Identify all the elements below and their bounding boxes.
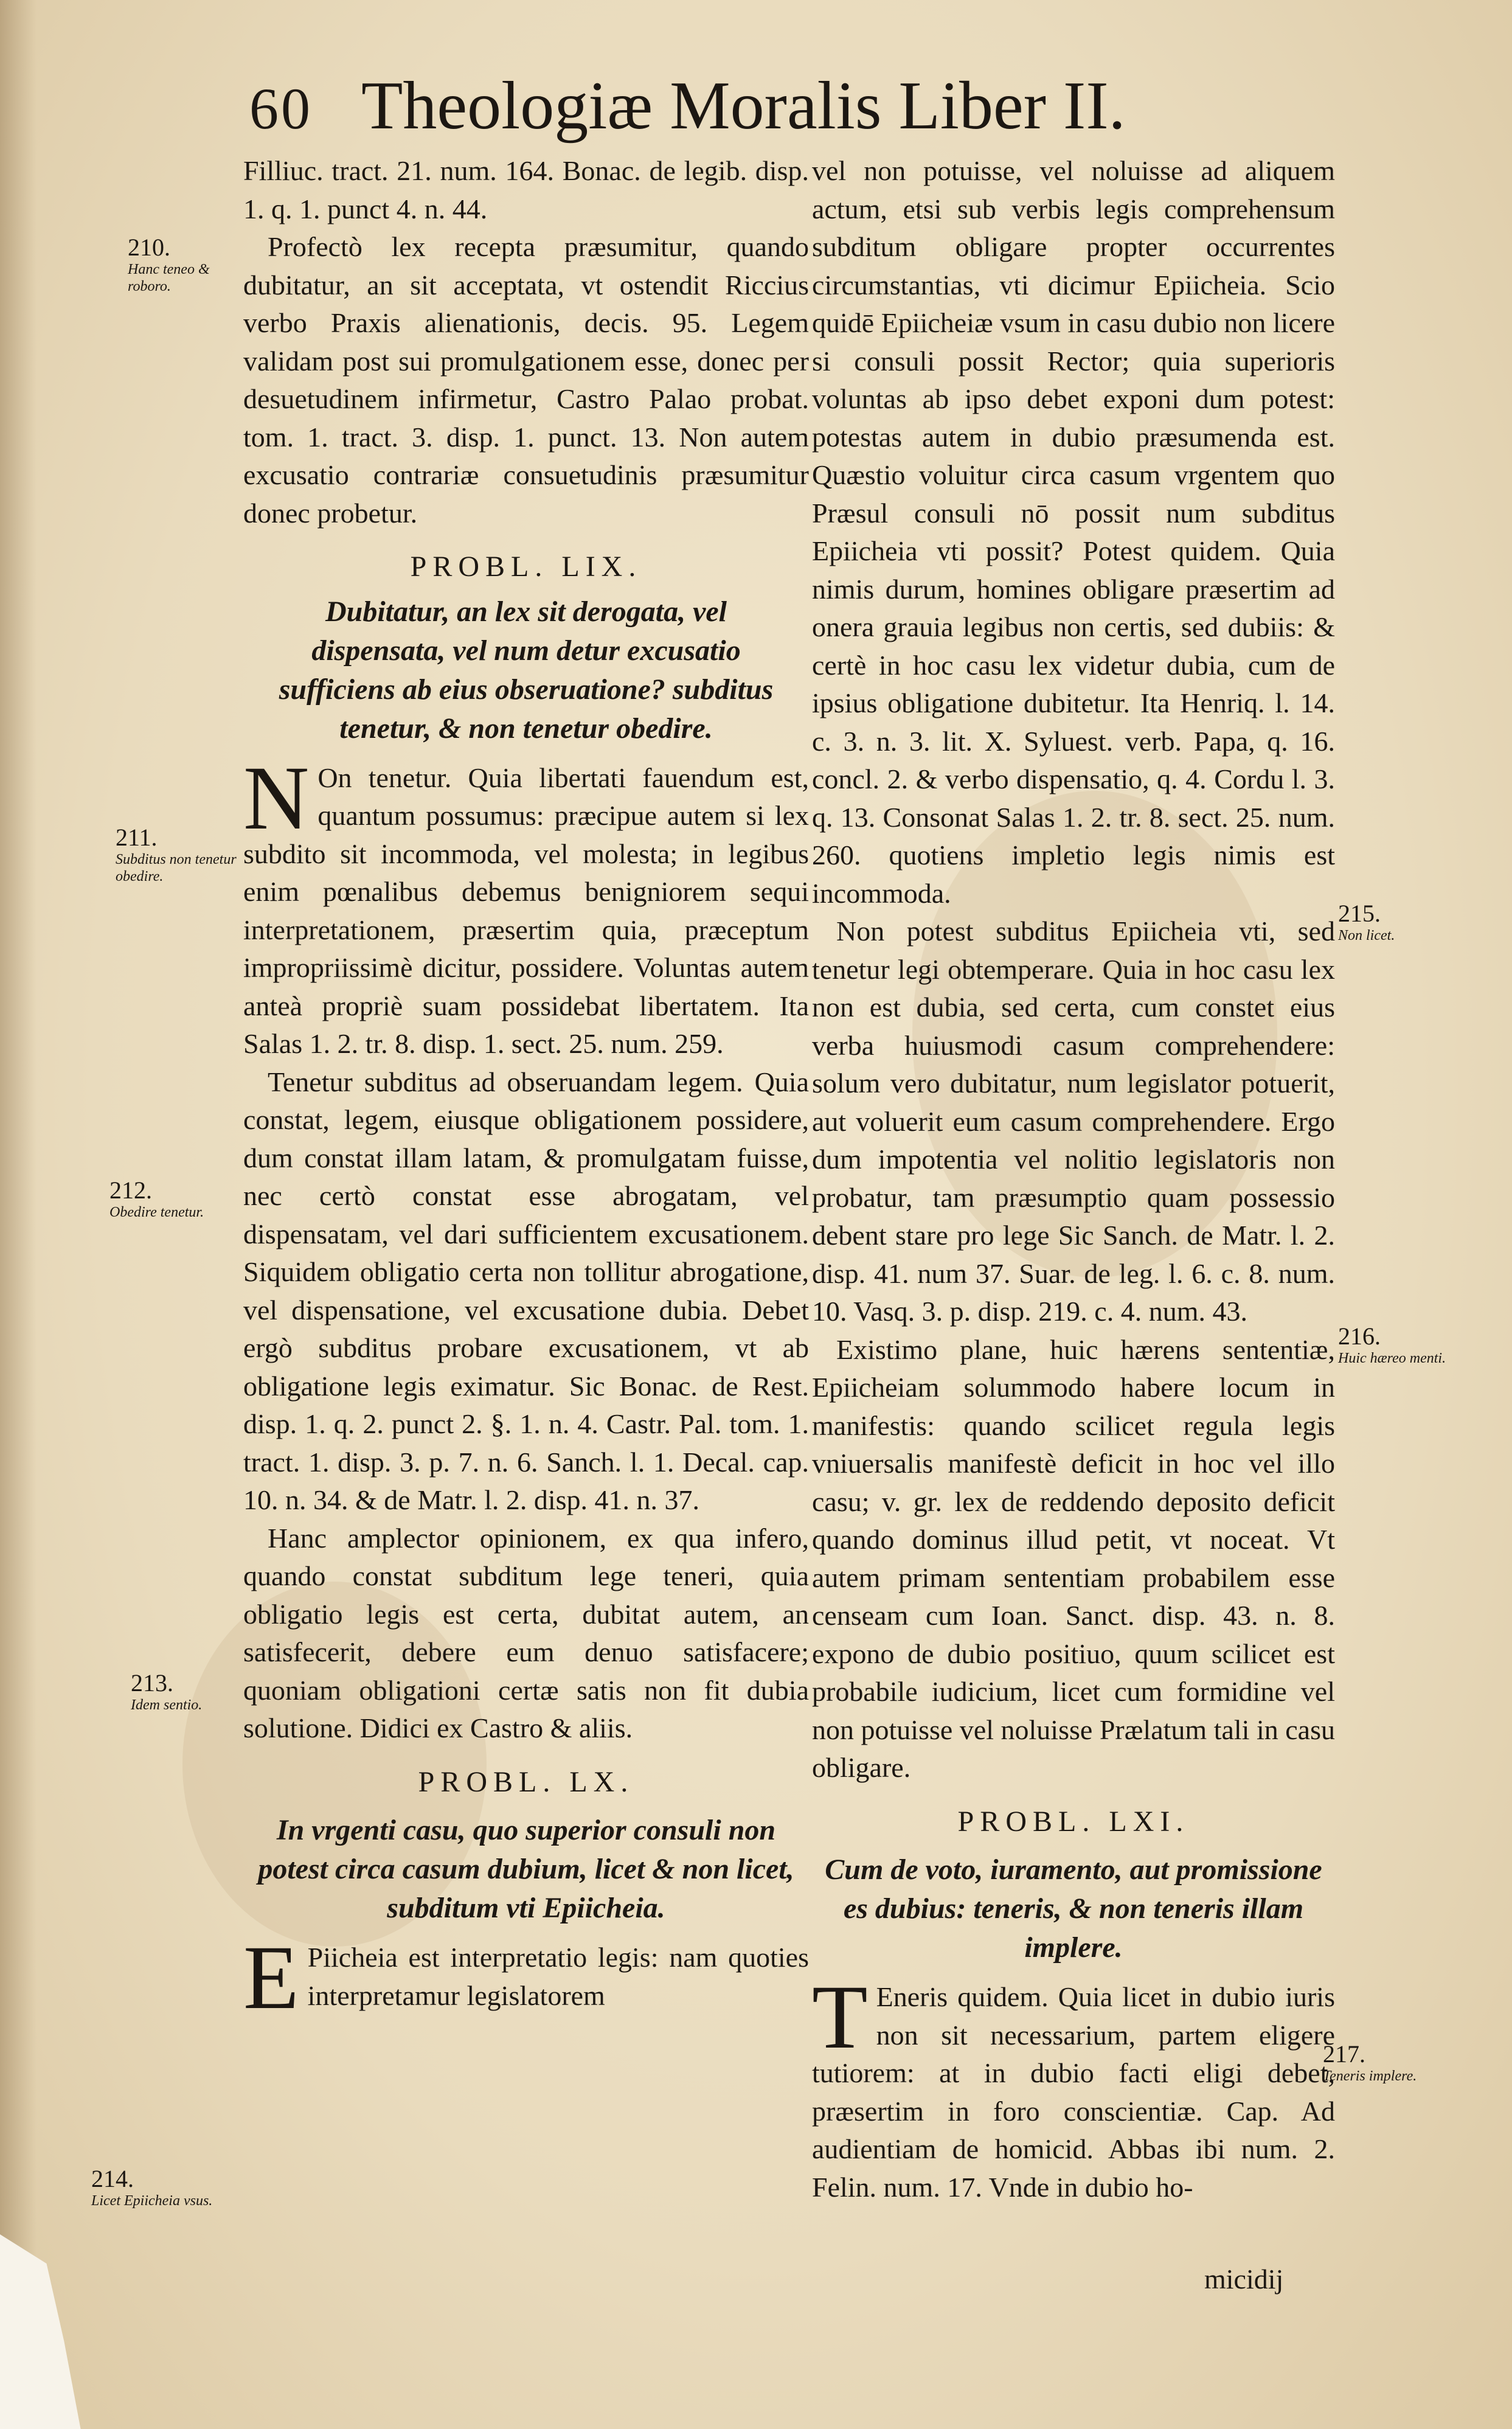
margin-note-text: Obedire tenetur.	[109, 1204, 204, 1220]
question-lxi: Cum de voto, iuramento, aut promissione es dubius: teneris, & non teneris illam implere.	[825, 1854, 1322, 1964]
problem-heading-lxi: PROBL. LXI.	[957, 1805, 1190, 1838]
margin-note-214	[91, 2166, 213, 2209]
paragraph-217	[812, 1967, 1335, 2206]
drop-cap: T	[812, 1967, 868, 2068]
paragraph-211-text: On tenetur. Quia libertati fauendum est, quantum possumus: præcipue autem si lex subdito sit incommoda, vel molesta; in legibus enim pœnalibus debemus benigniorem sequi interpretationem, præsertim quia, præceptum impropriissimè dicitur, possidere. Voluntas autem anteà propriè suam possidebat libertatem. Ita Salas 1. 2. tr. 8. disp. 1. sect. 25. num. 259.	[243, 762, 809, 1059]
paragraph-217-text: Eneris quidem. Quia licet in dubio iuris non sit necessarium, partem eligere tutiorem: at in dubio facti eligi debet, præsertim in foro conscientiæ. Cap. Ad audientiam de homicid. Abbas ibi num. 2. Felin. num. 17. Vnde in dubio ho-	[812, 1981, 1335, 2203]
paragraph-citation: Filliuc. tract. 21. num. 164. Bonac. de legib. disp. 1. q. 1. punct 4. n. 44.	[243, 155, 809, 224]
page-number: 60	[249, 76, 313, 141]
margin-number: 214.	[91, 2165, 134, 2192]
drop-cap: N	[243, 747, 310, 849]
margin-note-210	[128, 234, 237, 295]
paragraph-212: Tenetur subditus ad obseruandam legem. Quia constat, legem, eiusque obligationem possidere, dum constat illam latam, & promulgatam fuisse, nec certò constat esse abrogatam, vel dispensatam, vel dari sufficientem excusationem. Siquidem obligatio certa non tollitur abrogatione, vel dispensatione, vel excusatione dubia. Debet ergò subditus probare excusationem, vt ab obligatione legis eximatur. Sic Bonac. de Rest. disp. 1. q. 2. punct 2. §. 1. n. 4. Castr. Pal. tom. 1. tract. 1. disp. 3. p. 7. n. 6. Sanch. l. 1. Decal. cap. 10. n. 34. & de Matr. l. 2. disp. 41. n. 37.	[243, 1066, 809, 1515]
drop-cap: E	[243, 1927, 299, 2028]
paragraph-215: Non potest subditus Epiicheia vti, sed tenetur legi obtemperare. Quia in hoc casu lex non est dubia, sed certa, cum constet eius verba huiusmodi casum comprehendere: solum vero dubitatur, num legislator potuerit, aut voluerit eum casum comprehendere. Ergo dum impotentia vel nolitio legislatoris non probatur, tam præsumptio quam possessio debent stare pro lege Sic Sanch. de Matr. l. 2. disp. 41. num 37. Suar. de leg. l. 6. c. 8. num. 10. Vasq. 3. p. disp. 219. c. 4. num. 43.	[812, 916, 1335, 1327]
margin-number: 217.	[1323, 2040, 1365, 2068]
margin-note-text: Huic hæreo menti.	[1338, 1350, 1446, 1366]
margin-note-216	[1338, 1323, 1484, 1367]
margin-note-text: Non licet.	[1338, 928, 1395, 943]
running-title: Theologiæ Moralis Liber II.	[361, 68, 1126, 144]
paragraph-211	[243, 747, 809, 1063]
margin-number: 216.	[1338, 1322, 1381, 1350]
margin-note-text: Subditus non tenetur obedire.	[116, 852, 237, 884]
margin-note-215	[1338, 900, 1484, 944]
torn-corner	[0, 2234, 103, 2429]
paragraph-210: Profectò lex recepta præsumitur, quando dubitatur, an sit acceptata, vt ostendit Riccius verbo Praxis alienationis, decis. 95. Legem validam post sui promulgationem esse, donec per desuetudinem infirmetur, Castro Palao probat. tom. 1. tract. 3. disp. 1. punct. 13. Non autem excusatio contrariæ consuetudinis præsumitur donec probetur.	[243, 231, 809, 529]
margin-number: 212.	[109, 1176, 152, 1204]
margin-note-text: Teneris implere.	[1323, 2068, 1417, 2084]
running-head	[249, 67, 1222, 158]
margin-number: 211.	[116, 824, 158, 851]
catchword: micidij	[1204, 2264, 1284, 2295]
margin-note-213	[131, 1670, 237, 1714]
margin-note-text: Hanc teneo & roboro.	[128, 262, 210, 294]
margin-number: 215.	[1338, 900, 1381, 927]
left-column	[243, 152, 809, 2028]
question-lx: In vrgenti casu, quo superior consuli non potest circa casum dubium, licet & non licet, subditum vti Epiicheia.	[258, 1814, 794, 1924]
margin-note-text: Idem sentio.	[131, 1697, 203, 1713]
margin-note-211	[116, 824, 237, 885]
margin-number: 213.	[131, 1669, 173, 1697]
question-lix: Dubitatur, an lex sit derogata, vel dispensata, vel num detur excusatio sufficiens ab eius obseruatione? subditus tenetur, & non tenetur obedire.	[279, 595, 774, 745]
margin-note-217	[1323, 2041, 1487, 2085]
binding-shadow	[0, 0, 36, 2429]
margin-number: 210.	[128, 234, 170, 261]
paragraph-continued: vel non potuisse, vel noluisse ad aliquem actum, etsi sub verbis legis comprehensum subditum obligare propter occurrentes circumstantias, vti dicimur Epiicheia. Scio quidē Epiicheiæ vsum in casu dubio non licere si consuli possit Rector; quia superioris voluntas ab ipso debet exponi dum potest: potestas autem in dubio præsumenda est. Quæstio voluitur circa casum vrgentem quo Præsul consuli nō possit num subditus Epiicheia vti possit? Potest quidem. Quia nimis durum, homines obligare præsertim ad onera grauia legibus non certis, sed dubiis: & certè in hoc casu lex videtur dubia, cum de ipsius obligatione dubitetur. Ita Henriq. l. 14. c. 3. n. 3. lit. X. Syluest. verb. Papa, q. 16. concl. 2. & verbo dispensatio, q. 4. Cordu l. 3. q. 13. Consonat Salas 1. 2. tr. 8. sect. 25. num. 260. quotiens impletio legis nimis est incommoda.	[812, 155, 1335, 909]
paragraph-213: Hanc amplector opinionem, ex qua infero, quando constat subditum lege teneri, quia obligatio legis est certa, dubitat autem, an satisfecerit, debere eum denuo satisfacere; quoniam obligationi certæ satis non fit dubia solutione. Didici ex Castro & aliis.	[243, 1522, 809, 1743]
margin-note-212	[109, 1177, 237, 1221]
problem-heading-lx: PROBL. LX.	[418, 1765, 634, 1798]
margin-note-text: Licet Epiicheia vsus.	[91, 2193, 213, 2209]
right-column	[812, 152, 1335, 2206]
paragraph-216: Existimo plane, huic hærens sententiæ, Epiicheiam solummodo habere locum in manifestis: quando scilicet regula legis vniuersalis manifestè deficit in hoc vel illo casu; v. gr. lex de reddendo deposito deficit quando dominus illud petit, vt noceat. Vt autem primam sententiam probabilem esse censeam cum Ioan. Sanct. disp. 43. n. 8. expono de dubio positiuo, quum scilicet est probabile iudicium, licet cum formidine vel non potuisse vel noluisse Prælatum tali in casu obligare.	[812, 1333, 1335, 1783]
paragraph-214-text: Piicheia est interpretatio legis: nam quoties interpretamur legislatorem	[307, 1942, 809, 2011]
paragraph-214	[243, 1927, 809, 2028]
problem-heading-lix: PROBL. LIX.	[410, 551, 642, 583]
